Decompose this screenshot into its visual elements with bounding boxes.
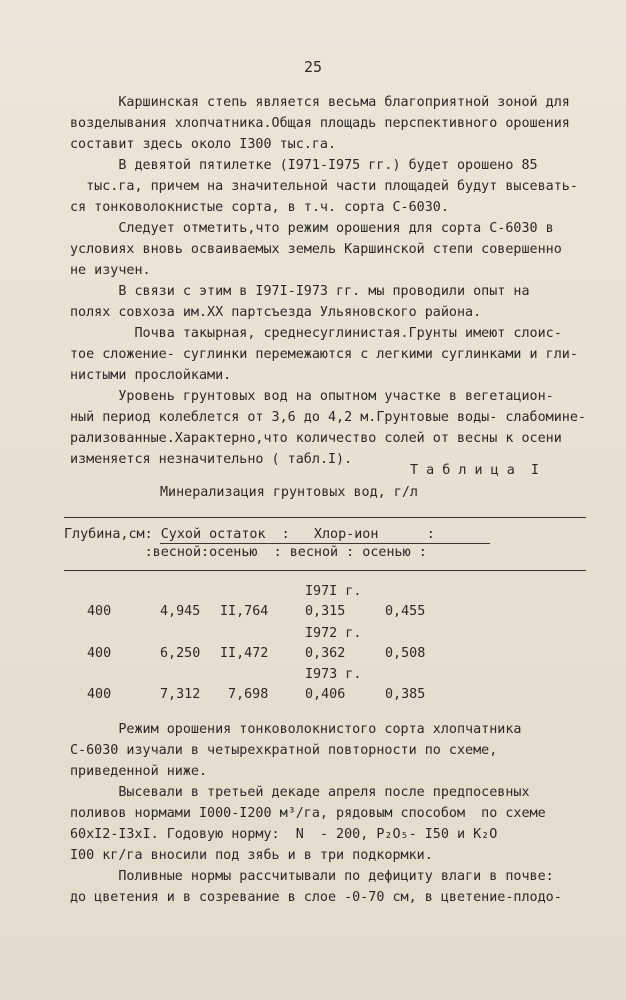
body-text-bottom bbox=[70, 719, 590, 952]
cl-spring-cell: 0,315 bbox=[305, 604, 346, 619]
cl-autumn-cell: 0,385 bbox=[385, 687, 426, 702]
depth-cell: 400 bbox=[87, 646, 112, 661]
table-header-row-2: :весной:осенью : весной : осенью : bbox=[64, 545, 427, 560]
cl-autumn-cell: 0,508 bbox=[385, 646, 426, 661]
cl-spring-cell: 0,362 bbox=[305, 646, 346, 661]
text-line: нистыми прослойками. bbox=[70, 368, 232, 383]
text-line: тое сложение- суглинки перемежаются с легкими суглинками и гли- bbox=[70, 347, 578, 362]
text-line: тыс.га, причем на значительной части площадей будут высевать- bbox=[70, 179, 578, 194]
text-line: Режим орошения тонковолокнистого сорта хлопчатника bbox=[70, 722, 522, 737]
text-line: условиях вновь осваиваемых земель Каршинской степи совершенно bbox=[70, 242, 562, 257]
text-line: I00 кг/га вносили под зябь и в три подкормки. bbox=[70, 848, 433, 863]
cl-spring-cell: 0,406 bbox=[305, 687, 346, 702]
text-line: С-6030 изучали в четырехкратной повторности по схеме, bbox=[70, 743, 498, 758]
text-line: Почва такырная, среднесуглинистая.Грунты имеют слоис- bbox=[70, 326, 562, 341]
dry-autumn-cell: 7,698 bbox=[228, 687, 269, 702]
year-label-1972: I972 г. bbox=[305, 626, 362, 641]
dry-spring-cell: 6,250 bbox=[160, 646, 201, 661]
text-line: не изучен. bbox=[70, 263, 151, 278]
text-line: составит здесь около I300 тыс.га. bbox=[70, 137, 337, 152]
text-line: Каршинская степь является весьма благоприятной зоной для bbox=[70, 95, 570, 110]
header-bottom-rule bbox=[64, 570, 586, 571]
text-line: поливов нормами I000-I200 м³/га, рядовым способом по схеме bbox=[70, 806, 546, 821]
text-line: до цветения и в созревание в слое -0-70 см, в цветение-плодо- bbox=[70, 890, 562, 905]
page-number: 25 bbox=[303, 58, 323, 76]
text-line: Следует отметить,что режим орошения для сорта С-6030 в bbox=[70, 221, 554, 236]
text-line: ся тонковолокнистые сорта, в т.ч. сорта С-6030. bbox=[70, 200, 449, 215]
dry-autumn-cell: II,764 bbox=[220, 604, 269, 619]
body-text-top bbox=[70, 92, 590, 516]
text-line: приведенной ниже. bbox=[70, 764, 208, 779]
text-line: 60xI2-I3xI. Годовую норму: N - 200, P₂O₅- I50 и K₂O bbox=[70, 827, 498, 842]
dry-spring-cell: 7,312 bbox=[160, 687, 201, 702]
depth-cell: 400 bbox=[87, 687, 112, 702]
depth-cell: 400 bbox=[87, 604, 112, 619]
table-label: Т а б л и ц а I bbox=[410, 463, 539, 478]
text-line: ный период колеблется от 3,6 до 4,2 м.Грунтовые воды- слабомине- bbox=[70, 410, 586, 425]
text-line: Высевали в третьей декаде апреля после предпосевных bbox=[70, 785, 530, 800]
table-header-row-1: Глубина,см: Сухой остаток : Хлор-ион : bbox=[64, 527, 435, 542]
table-top-rule bbox=[64, 517, 586, 518]
text-line: В девятой пятилетке (I971-I975 гг.) будет орошено 85 bbox=[70, 158, 538, 173]
text-line: возделывания хлопчатника.Общая площадь перспективного орошения bbox=[70, 116, 570, 131]
table-title: Минерализация грунтовых вод, г/л bbox=[160, 485, 418, 500]
header-underline bbox=[160, 543, 490, 544]
dry-spring-cell: 4,945 bbox=[160, 604, 201, 619]
dry-autumn-cell: II,472 bbox=[220, 646, 269, 661]
text-line: Поливные нормы рассчитывали по дефициту влаги в почве: bbox=[70, 869, 554, 884]
text-line: полях совхоза им.XX партсъезда Ульяновского района. bbox=[70, 305, 482, 320]
year-label-1971: I97I г. bbox=[305, 584, 362, 599]
text-line: Уровень грунтовых вод на опытном участке в вегетацион- bbox=[70, 389, 554, 404]
cl-autumn-cell: 0,455 bbox=[385, 604, 426, 619]
year-label-1973: I973 г. bbox=[305, 667, 362, 682]
text-line: рализованные.Характерно,что количество солей от весны к осени bbox=[70, 431, 562, 446]
text-line: изменяется незначительно ( табл.I). bbox=[70, 452, 353, 467]
text-line: В связи с этим в I97I-I973 гг. мы проводили опыт на bbox=[70, 284, 530, 299]
